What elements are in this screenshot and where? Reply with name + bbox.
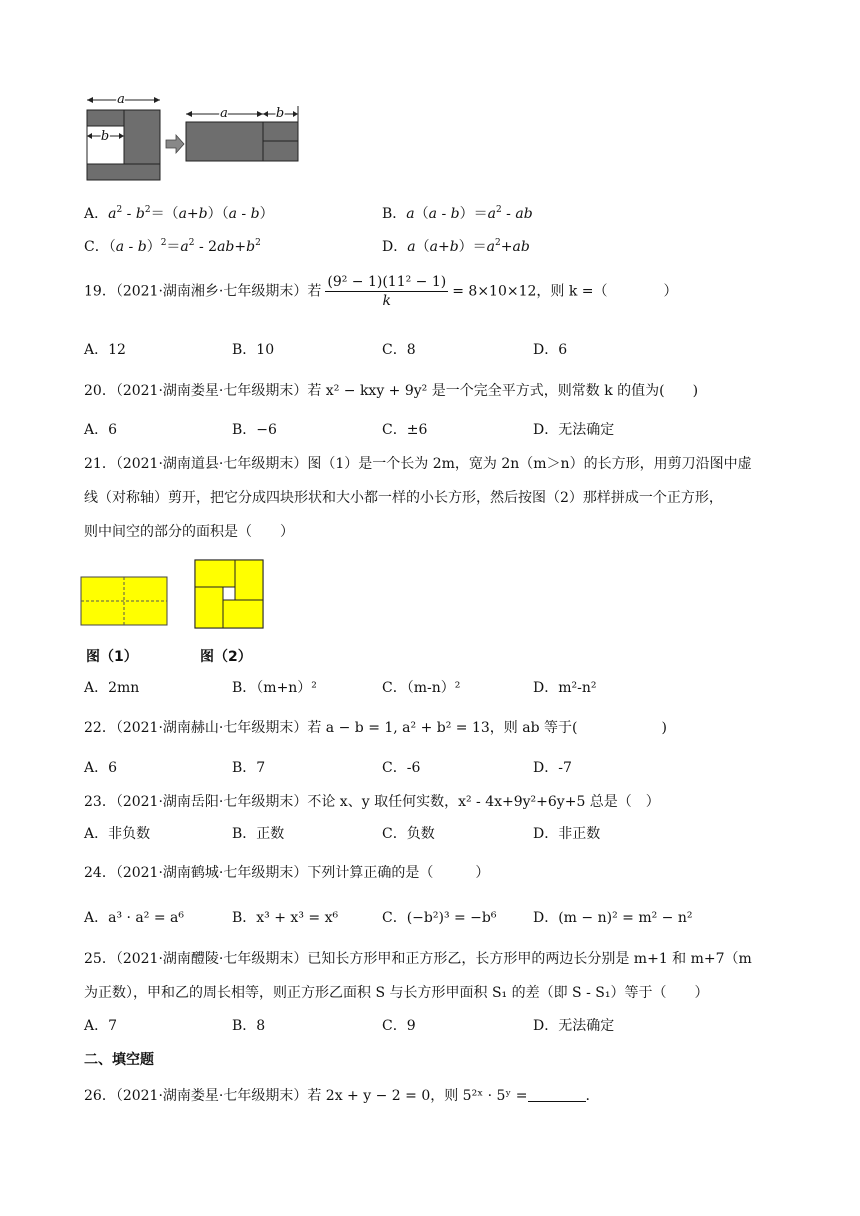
q23-number: 23． [84, 794, 116, 810]
q19-stem [84, 274, 678, 309]
q21-option-c: C．（m-n）² [382, 680, 461, 696]
q20-source: （2021·湖南娄星·七年级期末） [115, 383, 308, 399]
q19-number: 19． [84, 283, 116, 300]
q18-figure [82, 92, 304, 182]
q25-text-1: 已知长方形甲和正方形乙，长方形甲的两边长分别是 m+1 和 m+7（m [307, 951, 752, 967]
q18-label-a1: a [117, 92, 125, 107]
q20-option-d: D．无法确定 [533, 422, 615, 438]
q18-label-b2: b [275, 106, 285, 121]
q23-option-c: C．负数 [382, 826, 435, 842]
q25-option-d: D．无法确定 [533, 1018, 615, 1034]
q22-option-c: C．-6 [382, 760, 421, 776]
q20-stem [84, 380, 698, 400]
section-fill-in-title: 二、填空题 [84, 1052, 154, 1068]
q18-label-a2: a [220, 106, 228, 121]
q22-option-a: A．6 [84, 760, 118, 776]
q23-option-a: A．非负数 [84, 826, 151, 842]
q26-text: 若 2x + y − 2 = 0，则 5²ˣ · 5ʸ = [307, 1088, 528, 1104]
q24-stem [84, 862, 489, 882]
q24-option-d: D．(m − n)² = m² − n² [533, 910, 693, 926]
q18-option-b: B．a（a ‑ $b)=a^2$ ‑ ab [382, 205, 533, 222]
q21-number: 21． [84, 456, 116, 472]
q22-stem [84, 717, 667, 737]
q19-stem-post: ，则 k =（ ） [536, 283, 678, 300]
q20-option-a: A．6 [84, 422, 118, 438]
q21-figure-1 [80, 576, 170, 628]
q25-line1 [84, 948, 752, 968]
q22-text: 若 a − b = 1, a² + b² = 13，则 ab 等于( ) [307, 720, 667, 736]
q25-line2: 为正数），甲和乙的周长相等，则正方形乙面积 S 与长方形甲面积 S₁ 的差（即 S ‑ S₁）等于（ ） [84, 985, 709, 1001]
q23-stem [84, 791, 660, 811]
q22-source: （2021·湖南赫山·七年级期末） [115, 720, 308, 736]
q26-source: （2021·湖南娄星·七年级期末） [115, 1088, 308, 1104]
q21-line3: 则中间空的部分的面积是（ ） [84, 524, 294, 540]
q21-option-a: A．2mn [84, 680, 140, 696]
q25-source: （2021·湖南醴陵·七年级期末） [115, 951, 308, 967]
q21-fig1-caption: 图（1） [86, 649, 138, 665]
q21-text-1: 图（1）是一个长为 2m，宽为 2n（m＞n）的长方形，用剪刀沿图中虚 [307, 456, 752, 472]
q23-text: 不论 x、y 取任何实数，x² ‑ 4x+9y²+6y+5 总是（ ） [307, 794, 660, 810]
q21-option-d: D．m²-n² [533, 680, 597, 696]
q19-numerator: (9² − 1)(11² − 1) [327, 274, 447, 290]
q24-option-c: C．(−b²)³ = −b⁶ [382, 910, 497, 926]
q19-stem-eq: = 8×10×12 [452, 283, 537, 300]
q24-number: 24． [84, 865, 116, 881]
q20-number: 20． [84, 383, 116, 399]
q18-option-d: D．$a(a+b)=a^2+ab$ [382, 238, 530, 255]
q21-fig2-caption: 图（2） [200, 649, 252, 665]
q26-number: 26． [84, 1088, 116, 1104]
q18-option-a: A．$a^2$ ‑ $b^2=(a+b)(a$ ‑ b） [84, 205, 274, 222]
q24-option-a: A．a³ · a² = a⁶ [84, 910, 184, 926]
q19-option-d: D．6 [533, 342, 568, 358]
q26-text-post: . [585, 1088, 590, 1104]
q20-option-b: B．−6 [232, 422, 277, 438]
q26-stem [84, 1085, 590, 1105]
q20-option-c: C．±6 [382, 422, 428, 438]
q23-source: （2021·湖南岳阳·七年级期末） [115, 794, 308, 810]
q21-source: （2021·湖南道县·七年级期末） [115, 456, 308, 472]
q24-text: 下列计算正确的是（ ） [307, 865, 490, 881]
q19-stem-pre: 若 [307, 283, 322, 300]
q18-label-b1: b [100, 129, 110, 144]
q25-number: 25． [84, 951, 116, 967]
q19-option-c: C．8 [382, 342, 416, 358]
q26-answer-blank[interactable] [528, 1087, 586, 1102]
q24-option-b: B．x³ + x³ = x⁶ [232, 910, 339, 926]
q19-denominator: k [382, 293, 392, 309]
q19-option-b: B．10 [232, 342, 275, 358]
q23-option-b: B．正数 [232, 826, 285, 842]
q25-option-a: A．7 [84, 1018, 118, 1034]
q22-number: 22． [84, 720, 116, 736]
q22-option-d: D．-7 [533, 760, 572, 776]
q21-line1 [84, 453, 752, 473]
q20-text: 若 x² − kxy + 9y² 是一个完全平方式，则常数 k 的值为( ) [307, 383, 699, 399]
q25-option-b: B．8 [232, 1018, 266, 1034]
q19-option-a: A．12 [84, 342, 126, 358]
q23-option-d: D．非正数 [533, 826, 601, 842]
q19-source: （2021·湖南湘乡·七年级期末） [115, 283, 308, 300]
q19-fraction [325, 274, 448, 309]
q21-option-b: B．（m+n）² [232, 680, 317, 696]
q25-option-c: C．9 [382, 1018, 416, 1034]
q24-source: （2021·湖南鹤城·七年级期末） [115, 865, 308, 881]
q21-figure-2 [194, 559, 264, 629]
q21-line2: 线（对称轴）剪开，把它分成四块形状和大小都一样的小长方形，然后按图（2）那样拼成一个正方形， [84, 490, 723, 506]
q22-option-b: B．7 [232, 760, 266, 776]
q18-option-c: C．（a ‑ $b)^2=a^2$ ‑ $2ab+b^2$ [84, 238, 261, 255]
